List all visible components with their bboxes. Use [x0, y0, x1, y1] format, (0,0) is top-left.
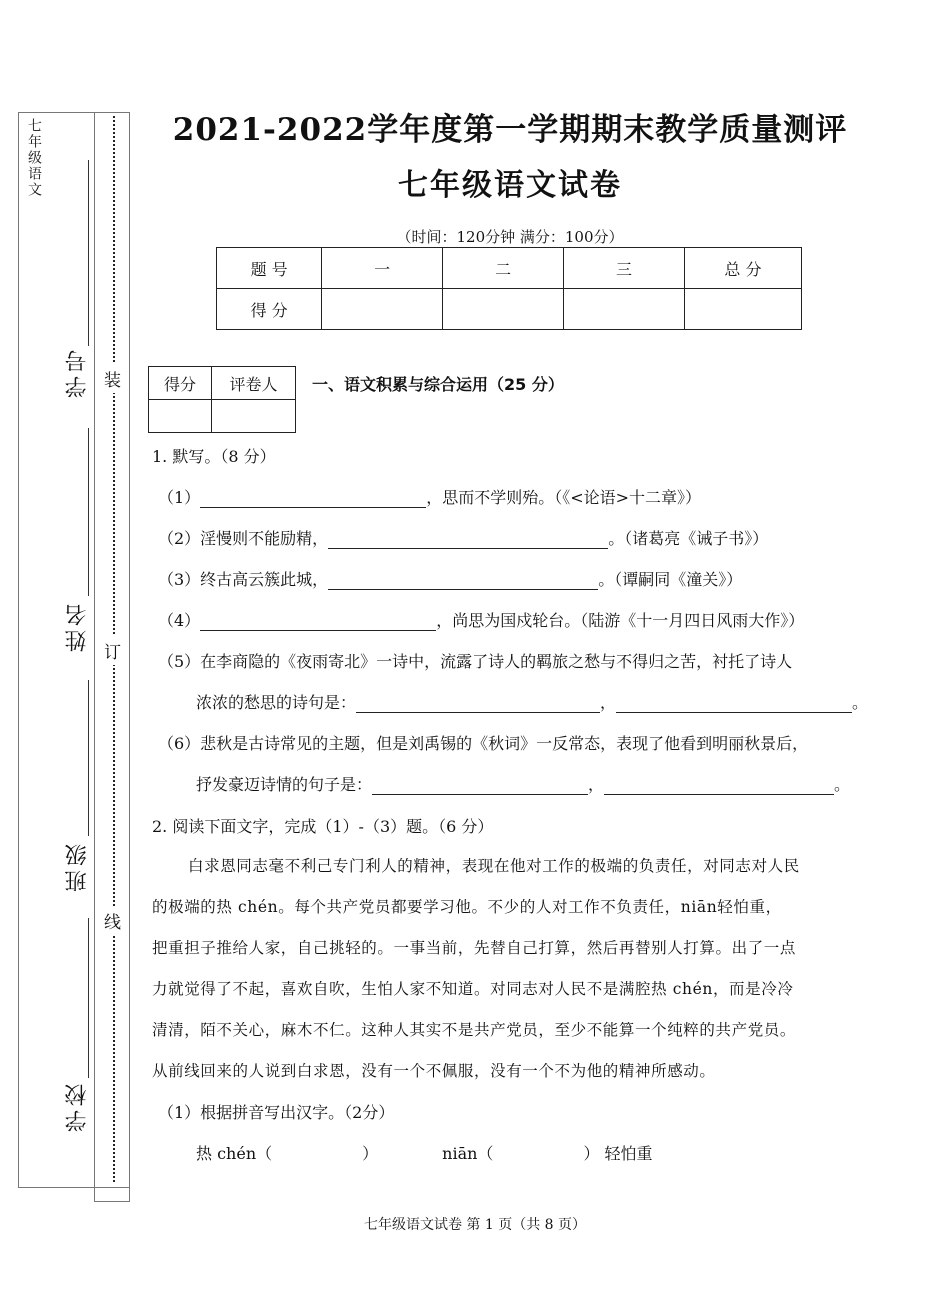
answer-blank[interactable] [328, 571, 598, 590]
q1-item-6-line2 [196, 772, 850, 795]
q1-item-4-text: ，尚思为国戍轮台。（陆游《十一月四日风雨大作》） [436, 611, 805, 630]
grader-name-cell[interactable] [212, 400, 296, 433]
section1-title: 一、语文积累与综合运用（25 分） [312, 375, 564, 394]
passage-line: 把重担子推给人家，自己挑轻的。一事当前，先替自己打算，然后再替别人打算。出了一点 [152, 939, 797, 957]
q1-item-2-text: 。（诸葛亮《诫子书》） [608, 529, 769, 548]
pinyin-chen-label: 热 chén（ [196, 1144, 273, 1163]
comma: ， [600, 693, 617, 712]
q1-item-1 [158, 485, 701, 508]
answer-blank[interactable] [200, 489, 426, 508]
score-cell[interactable] [684, 289, 801, 330]
period: 。 [834, 775, 851, 794]
grade-vertical-label: 七年级语文 [26, 118, 42, 198]
q1-item-4 [158, 608, 804, 631]
q1-item-1-prefix: （1） [158, 488, 201, 507]
field-label-class: 班级 [65, 840, 90, 892]
field-line-class[interactable] [88, 680, 89, 836]
binding-char-xian: 线 [104, 906, 121, 935]
score-cell[interactable] [564, 289, 685, 330]
pinyin-nian-label: niān（ [442, 1144, 494, 1163]
q1-item-4-prefix: （4） [158, 611, 201, 630]
q1-item-6-prompt: 抒发豪迈诗情的句子是： [196, 775, 373, 794]
answer-blank[interactable] [356, 694, 600, 713]
answer-blank[interactable] [604, 776, 834, 795]
passage-line: 的极端的热 chén。每个共产党员都要学习他。不少的人对工作不负责任，niān轻怕重， [152, 898, 782, 916]
score-header-cell: 三 [564, 248, 685, 289]
passage-line: 白求恩同志毫不利己专门利人的精神，表现在他对工作的极端的负责任，对同志对人民 [188, 857, 800, 875]
q1-item-6-line1: （6）悲秋是古诗常见的主题，但是刘禹锡的《秋词》一反常态，表现了他看到明丽秋景后， [158, 734, 809, 753]
q1-item-5-line1: （5）在李商隐的《夜雨寄北》一诗中，流露了诗人的羁旅之愁与不得归之苦，衬托了诗人 [158, 652, 793, 671]
q1-item-3-text: 。（谭嗣同《潼关》） [598, 570, 743, 589]
q1-item-2-prefix: （2）淫慢则不能励精， [158, 529, 329, 548]
field-line-name[interactable] [88, 428, 89, 596]
period: 。 [852, 693, 869, 712]
answer-blank[interactable] [328, 530, 608, 549]
paren-close: ） [362, 1144, 379, 1163]
comma: ， [588, 775, 605, 794]
answer-blank[interactable] [200, 612, 436, 631]
field-label-school: 学校 [65, 1080, 90, 1132]
field-label-student-id: 学号 [65, 346, 90, 398]
q2-title: 2. 阅读下面文字，完成（1）-（3）题。（6 分） [152, 817, 494, 836]
score-header-cell: 二 [443, 248, 564, 289]
binding-char-ding: 订 [104, 636, 121, 665]
q1-item-2 [158, 526, 768, 549]
passage-line: 从前线回来的人说到白求恩，没有一个不佩服，没有一个不为他的精神所感动。 [152, 1062, 716, 1080]
score-cell[interactable] [322, 289, 443, 330]
score-header-cell: 总 分 [684, 248, 801, 289]
q1-item-5-line2 [196, 690, 868, 713]
q1-item-3-prefix: （3）终古高云簇此城， [158, 570, 329, 589]
pinyin-nian-suffix: ） 轻怕重 [583, 1144, 653, 1163]
grader-score-cell[interactable] [149, 400, 212, 433]
q1-item-3 [158, 567, 742, 590]
answer-blank[interactable] [372, 776, 588, 795]
exam-info: （时间：120分钟 满分：100分） [396, 228, 624, 246]
q2-sub1-answers [196, 1141, 653, 1164]
page-footer: 七年级语文试卷 第 1 页（共 8 页） [363, 1217, 587, 1233]
q2-sub1-title: （1）根据拼音写出汉字。（2分） [158, 1103, 395, 1122]
field-line-student-id[interactable] [88, 160, 89, 346]
exam-subtitle: 七年级语文试卷 [398, 168, 622, 203]
q1-item-1-text: ，思而不学则殆。（《<论语>十二章》） [426, 488, 702, 507]
score-row-label: 得 分 [217, 289, 322, 330]
q1-title: 1. 默写。（8 分） [152, 447, 276, 466]
score-table-score-row [217, 289, 802, 330]
grader-table [148, 366, 296, 433]
q1-item-5-prompt: 浓浓的愁思的诗句是： [196, 693, 357, 712]
field-label-name: 姓名 [65, 600, 90, 652]
binding-char-zhuang: 装 [104, 364, 121, 393]
passage-line: 清清，陌不关心，麻木不仁。这种人其实不是共产党员，至少不能算一个纯粹的共产党员。 [152, 1021, 797, 1039]
score-table [216, 247, 802, 330]
score-table-header-row [217, 248, 802, 289]
field-line-school[interactable] [88, 918, 89, 1078]
score-header-cell: 一 [322, 248, 443, 289]
grader-score-label: 得分 [149, 367, 212, 400]
grader-name-label: 评卷人 [212, 367, 296, 400]
answer-blank[interactable] [616, 694, 852, 713]
passage-line: 力就觉得了不起，喜欢自吹，生怕人家不知道。对同志对人民不是满腔热 chén，而是冷冷 [152, 980, 794, 998]
exam-title: 2021-2022学年度第一学期期末教学质量测评 [172, 112, 848, 148]
score-cell[interactable] [443, 289, 564, 330]
score-header-cell: 题 号 [217, 248, 322, 289]
